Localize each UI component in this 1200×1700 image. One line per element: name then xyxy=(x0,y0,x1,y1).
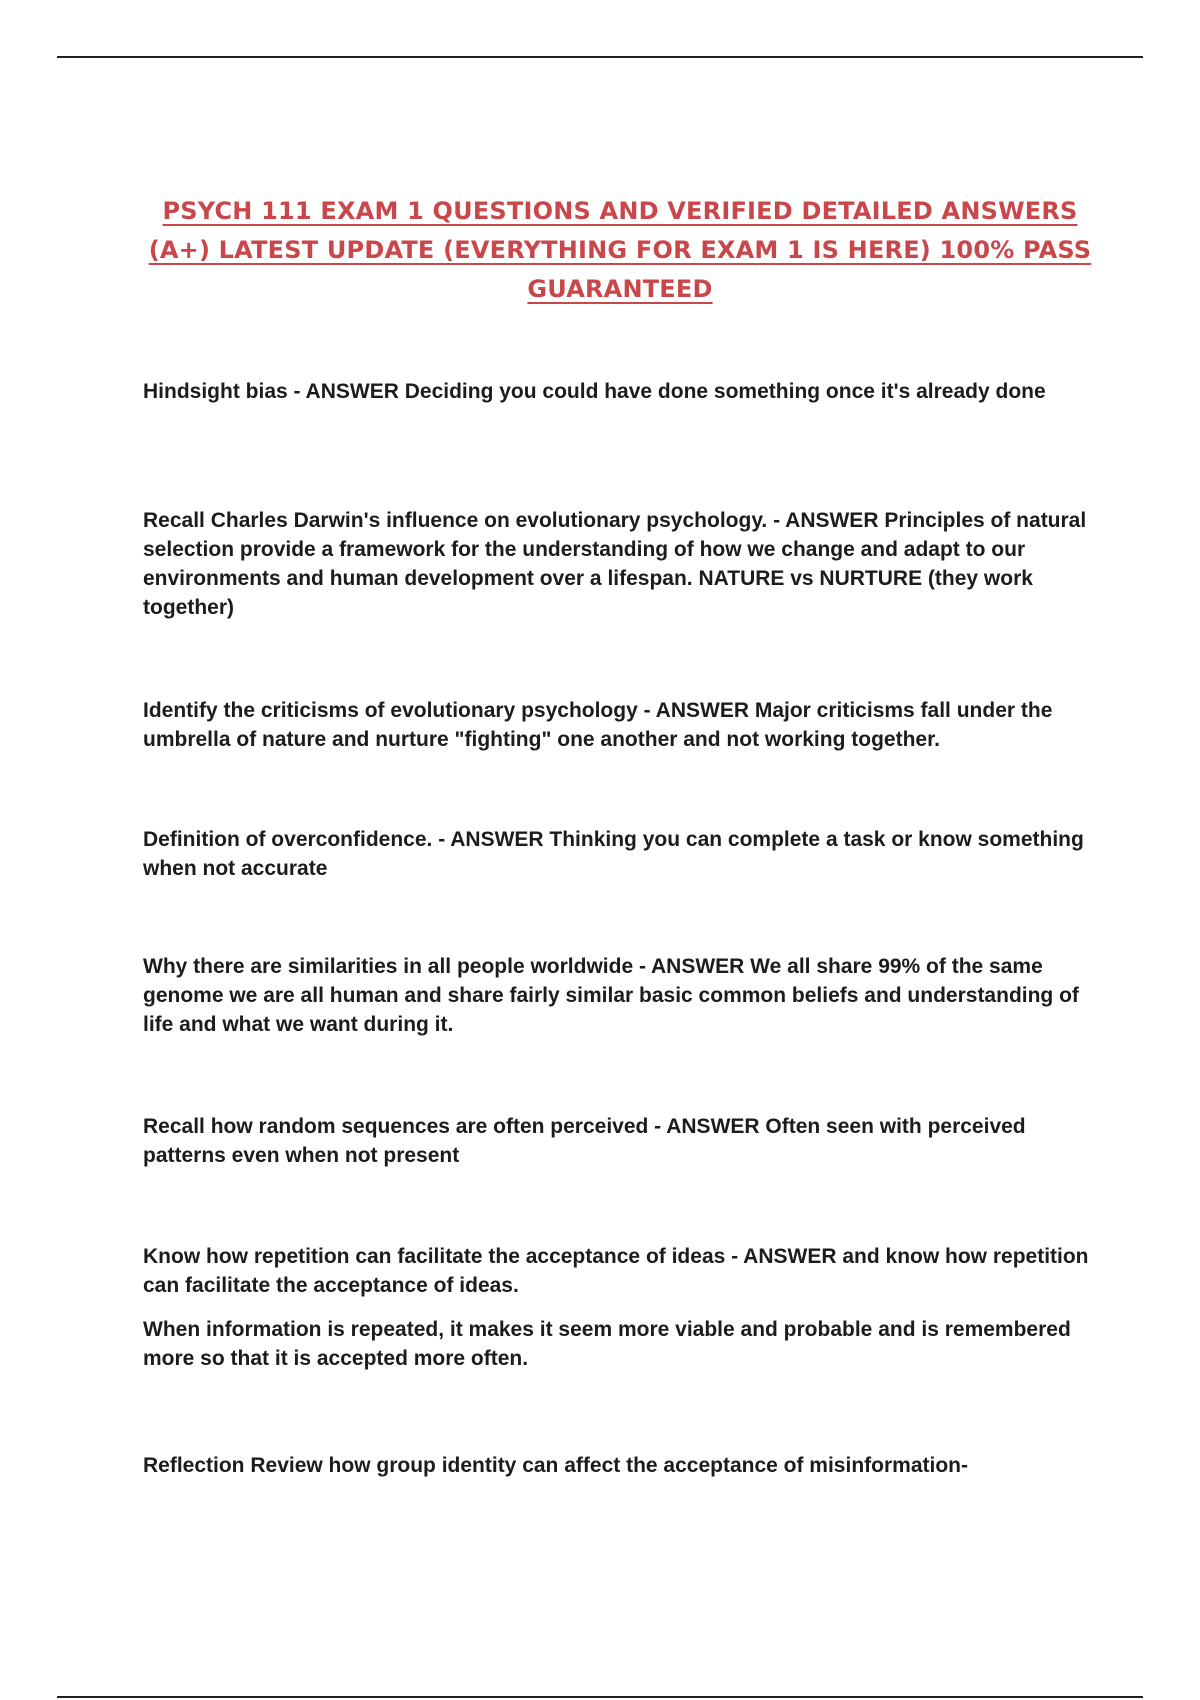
qa-entry xyxy=(143,377,1093,406)
document-title xyxy=(130,192,1110,309)
qa-text: Recall how random sequences are often perceived - ANSWER Often seen with perceived patterns even when not present xyxy=(143,1115,1026,1167)
qa-text: Why there are similarities in all people worldwide - ANSWER We all share 99% of the same genome we are all human and share fairly similar basic common beliefs and understanding of life and what we want during it. xyxy=(143,955,1079,1036)
qa-text: Know how repetition can facilitate the acceptance of ideas - ANSWER and know how repetition can facilitate the acceptance of ideas. xyxy=(143,1245,1089,1297)
qa-entry xyxy=(143,506,1093,622)
document-title-text: PSYCH 111 EXAM 1 QUESTIONS AND VERIFIED DETAILED ANSWERS (A+) LATEST UPDATE (EVERYTHING FOR EXAM 1 IS HERE) 100% PASS GUARANTEED xyxy=(148,197,1092,303)
top-rule xyxy=(57,56,1143,58)
qa-text: Definition of overconfidence. - ANSWER Thinking you can complete a task or know something when not accurate xyxy=(143,828,1084,880)
qa-text: Recall Charles Darwin's influence on evolutionary psychology. - ANSWER Principles of natural selection provide a framework for the understanding of how we change and adapt to our environments and human development over a lifespan. NATURE vs NURTURE (they work together) xyxy=(143,509,1087,619)
qa-text: Reflection Review how group identity can affect the acceptance of misinformation- xyxy=(143,1454,968,1477)
qa-entry xyxy=(143,1112,1093,1170)
qa-text: Hindsight bias - ANSWER Deciding you could have done something once it's already done xyxy=(143,380,1046,403)
bottom-rule xyxy=(57,1696,1143,1698)
qa-text-continued: When information is repeated, it makes it seem more viable and probable and is remembered more so that it is accepted more often. xyxy=(143,1318,1071,1370)
qa-entry xyxy=(143,1451,1093,1480)
qa-entry xyxy=(143,952,1093,1039)
qa-entry xyxy=(143,696,1093,754)
qa-text: Identify the criticisms of evolutionary psychology - ANSWER Major criticisms fall under the umbrella of nature and nurture "fighting" one another and not working together. xyxy=(143,699,1053,751)
qa-entry xyxy=(143,825,1093,883)
qa-entry xyxy=(143,1242,1093,1373)
